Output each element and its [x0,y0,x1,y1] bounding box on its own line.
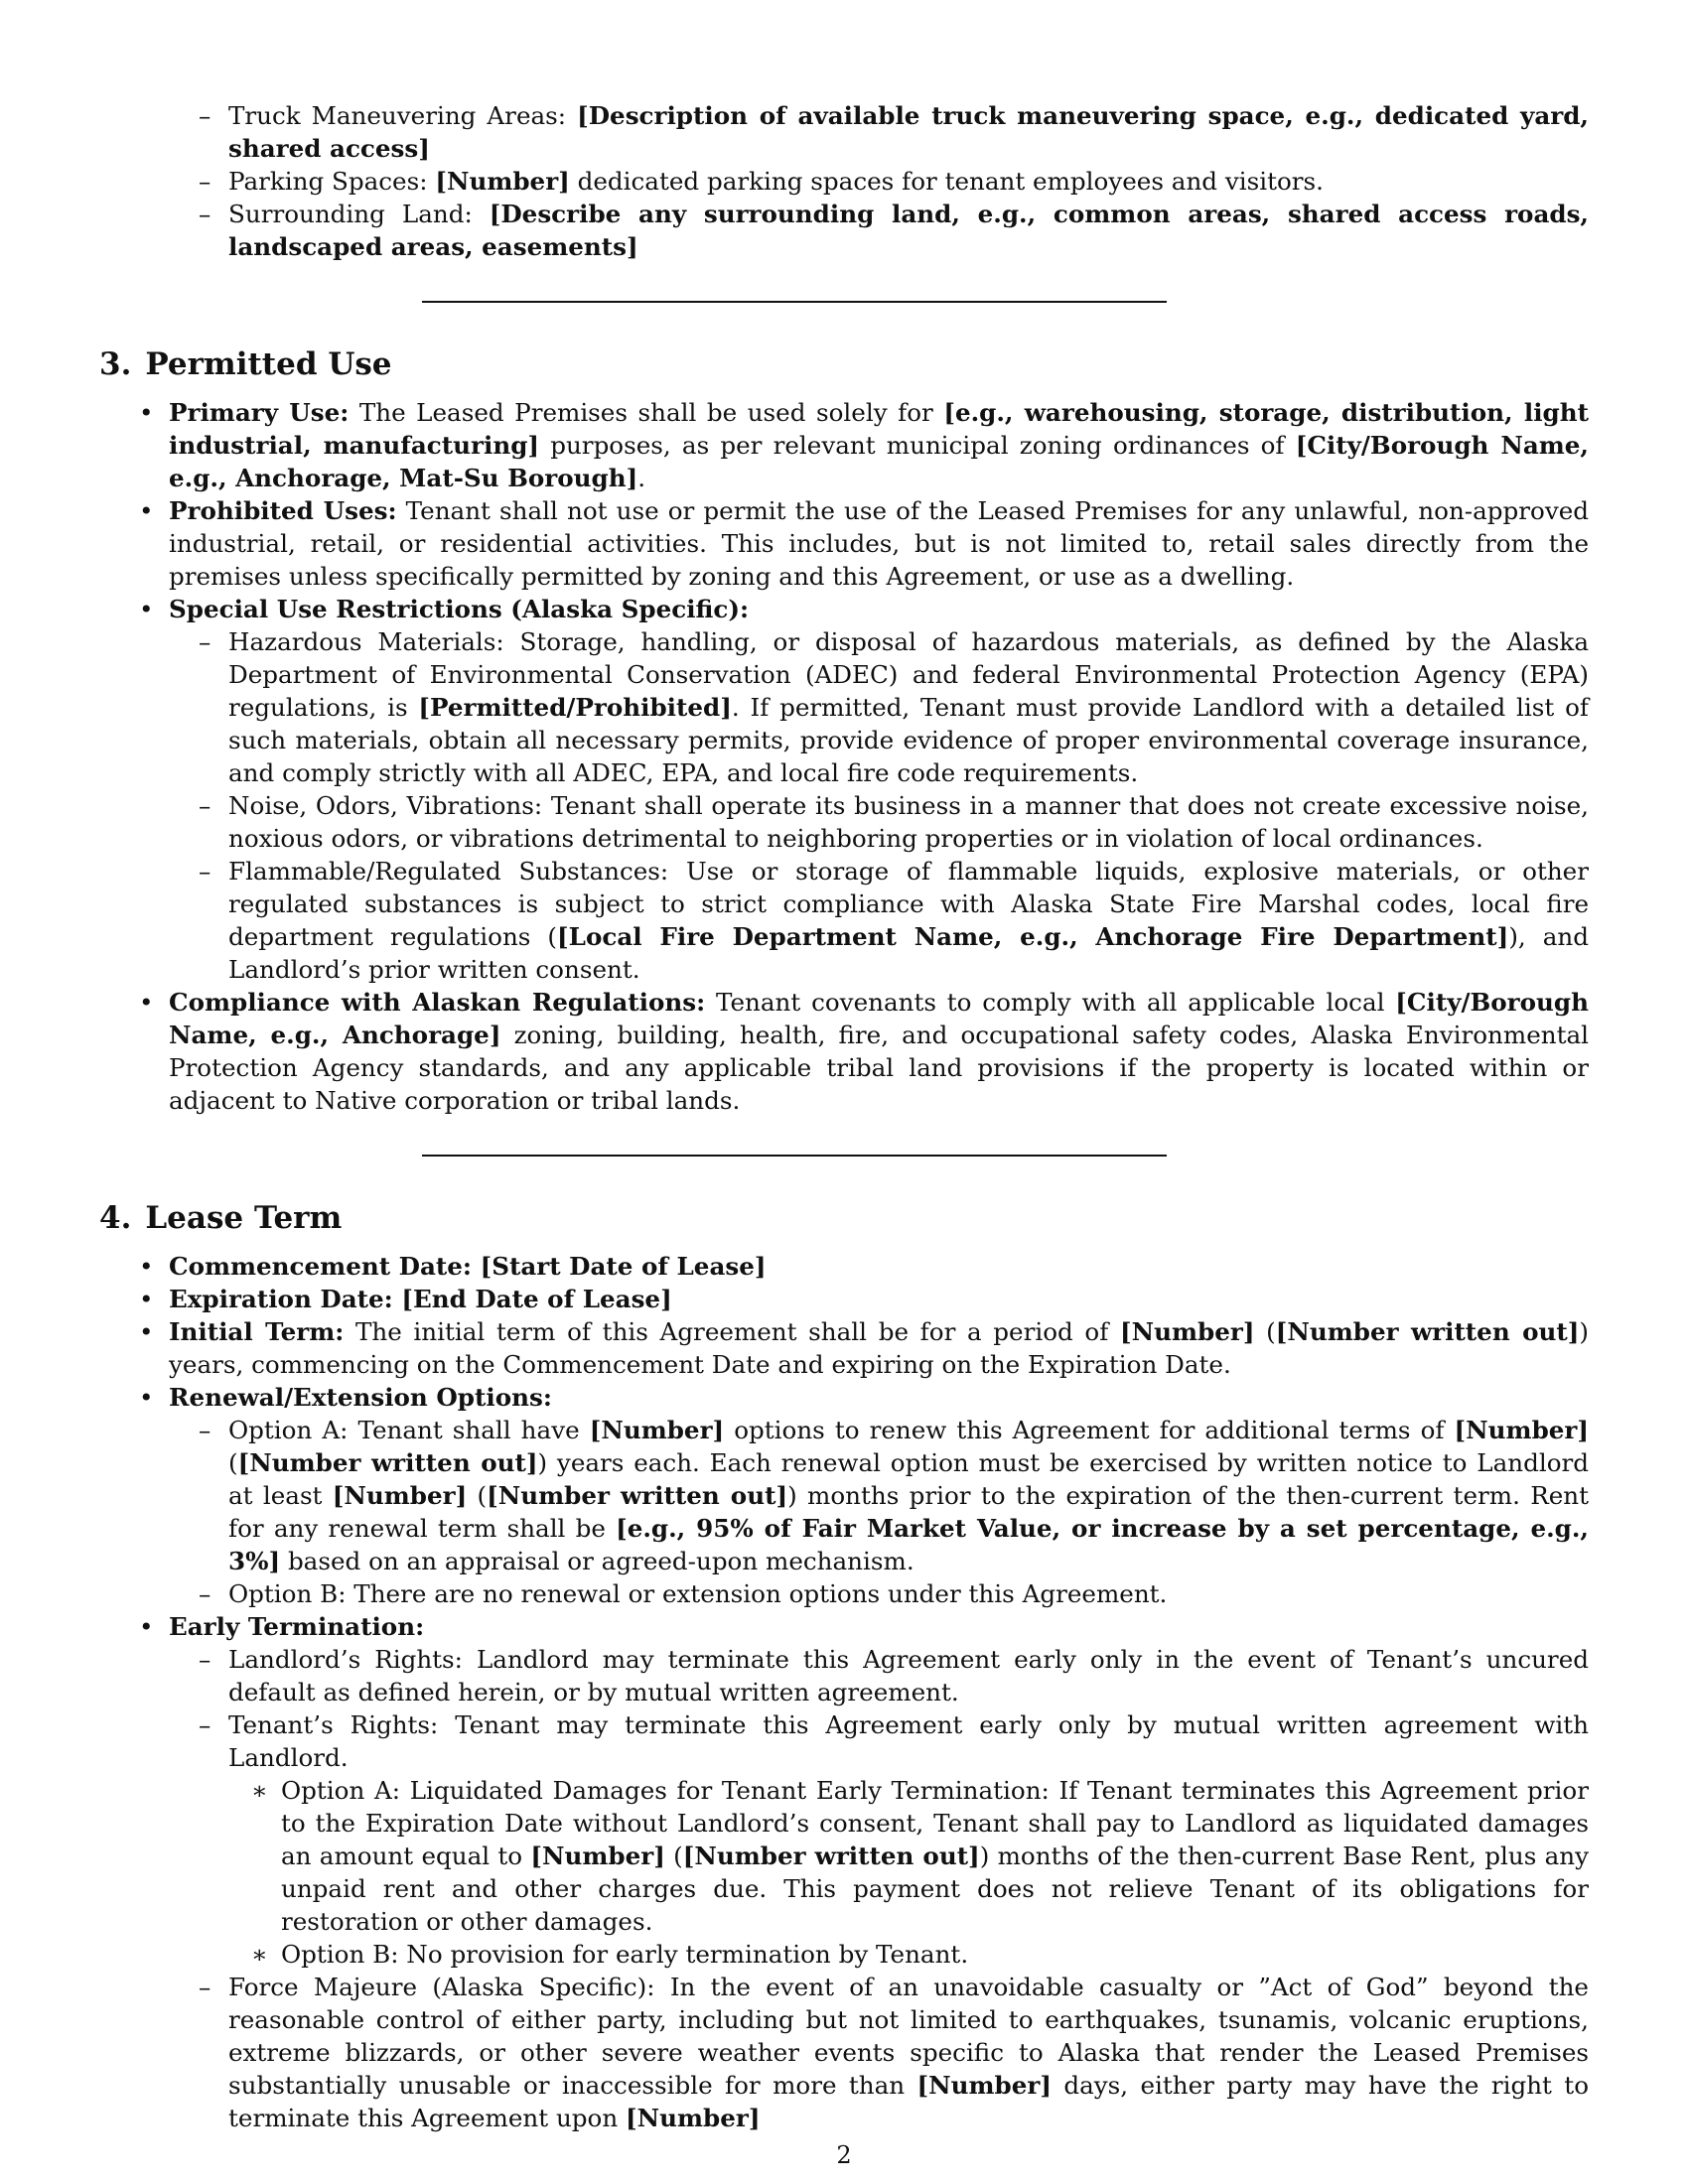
noise-odors-item: – Noise, Odors, Vibrations: Tenant shall operate its business in a manner that does not create excessive noise, noxious odors, or vibrations detrimental to neighboring properties or in violation of local ordinances. [99,789,1589,855]
section-divider [422,1155,1167,1157]
landlord-rights-item: – Landlord’s Rights: Landlord may terminate this Agreement early only in the event of Tenant’s uncured default as defined herein, or by mutual written agreement. [99,1643,1589,1708]
section-3-heading: 3. Permitted Use [99,346,392,382]
renewal-option-b: – Option B: There are no renewal or extension options under this Agreement. [99,1577,1589,1610]
flammable-substances-item: – Flammable/Regulated Substances: Use or storage of flammable liquids, explosive materials, or other regulated substances is subject to strict compliance with Alaska State Fire Marshal codes, local fire department regulations ([Local Fire Department Name, e.g., Anchorage Fire Department]), and Landlord’s prior written consent. [99,855,1589,986]
compliance-item: • Compliance with Alaskan Regulations: Tenant covenants to comply with all applicable local [City/Borough Name, e.g., Anchorage] zoning, building, health, fire, and occupational safety codes, Alaska Environmental Protection Agency standards, and any applicable tribal land provisions if the property is located within or adjacent to Native corporation or tribal lands. [99,986,1589,1117]
special-use-item: • Special Use Restrictions (Alaska Specific): [99,593,1589,625]
page-content [99,99,1589,2134]
parking-spaces-item: – Parking Spaces: [Number] dedicated parking spaces for tenant employees and visitors. [99,165,1589,198]
tenant-rights-item: – Tenant’s Rights: Tenant may terminate this Agreement early only by mutual written agreement with Landlord. [99,1708,1589,1774]
section-divider [422,301,1167,303]
commencement-date-item: • Commencement Date: [Start Date of Lease] [99,1250,1589,1283]
renewal-option-a: – Option A: Tenant shall have [Number] options to renew this Agreement for additional terms of [Number] ([Number written out]) years each. Each renewal option must be exercised by written notice to Landlord at least [Number] ([Number written out]) months prior to the expiration of the then-current term. Rent for any renewal term shall be [e.g., 95% of Fair Market Value, or increase by a set percentage, e.g., 3%] based on an appraisal or agreed-upon mechanism. [99,1414,1589,1577]
section-4-heading: 4. Lease Term [99,1200,343,1236]
renewal-options-item: • Renewal/Extension Options: [99,1381,1589,1414]
truck-maneuvering-item: – Truck Maneuvering Areas: [Description of available truck maneuvering space, e.g., dedicated yard, shared access] [99,99,1589,165]
surrounding-land-item: – Surrounding Land: [Describe any surrounding land, e.g., common areas, shared access roads, landscaped areas, easements] [99,198,1589,263]
prohibited-uses-item: • Prohibited Uses: Tenant shall not use or permit the use of the Leased Premises for any unlawful, non-approved industrial, retail, or residential activities. This includes, but is not limited to, retail sales directly from the premises unless specifically permitted by zoning and this Agreement, or use as a dwelling. [99,494,1589,593]
expiration-date-item: • Expiration Date: [End Date of Lease] [99,1283,1589,1315]
primary-use-item: • Primary Use: The Leased Premises shall be used solely for [e.g., warehousing, storage, distribution, light industrial, manufacturing] purposes, as per relevant municipal zoning ordinances of [City/Borough Name, e.g., Anchorage, Mat-Su Borough]. [99,396,1589,494]
initial-term-item: • Initial Term: The initial term of this Agreement shall be for a period of [Number] ([Number written out]) years, commencing on the Commencement Date and expiring on the Expiration Date. [99,1315,1589,1381]
liquidated-damages-option-a: ∗ Option A: Liquidated Damages for Tenant Early Termination: If Tenant terminates this Agreement prior to the Expiration Date without Landlord’s consent, Tenant shall pay to Landlord as liquidated damages an amount equal to [Number] ([Number written out]) months of the then-current Base Rent, plus any unpaid rent and other charges due. This payment does not relieve Tenant of its obligations for restoration or other damages. [99,1774,1589,1938]
force-majeure-item: – Force Majeure (Alaska Specific): In the event of an unavoidable casualty or ”Act of God” beyond the reasonable control of either party, including but not limited to earthquakes, tsunamis, volcanic eruptions, extreme blizzards, or other severe weather events specific to Alaska that render the Leased Premises substantially unusable or inaccessible for more than [Number] days, either party may have the right to terminate this Agreement upon [Number] [99,1971,1589,2134]
early-termination-item: • Early Termination: [99,1610,1589,1643]
liquidated-damages-option-b: ∗ Option B: No provision for early termination by Tenant. [99,1938,1589,1971]
page-number: 2 [836,2141,852,2169]
hazardous-materials-item: – Hazardous Materials: Storage, handling, or disposal of hazardous materials, as defined by the Alaska Department of Environmental Conservation (ADEC) and federal Environmental Protection Agency (EPA) regulations, is [Permitted/Prohibited]. If permitted, Tenant must provide Landlord with a detailed list of such materials, obtain all necessary permits, provide evidence of proper environmental coverage insurance, and comply strictly with all ADEC, EPA, and local fire code requirements. [99,625,1589,789]
